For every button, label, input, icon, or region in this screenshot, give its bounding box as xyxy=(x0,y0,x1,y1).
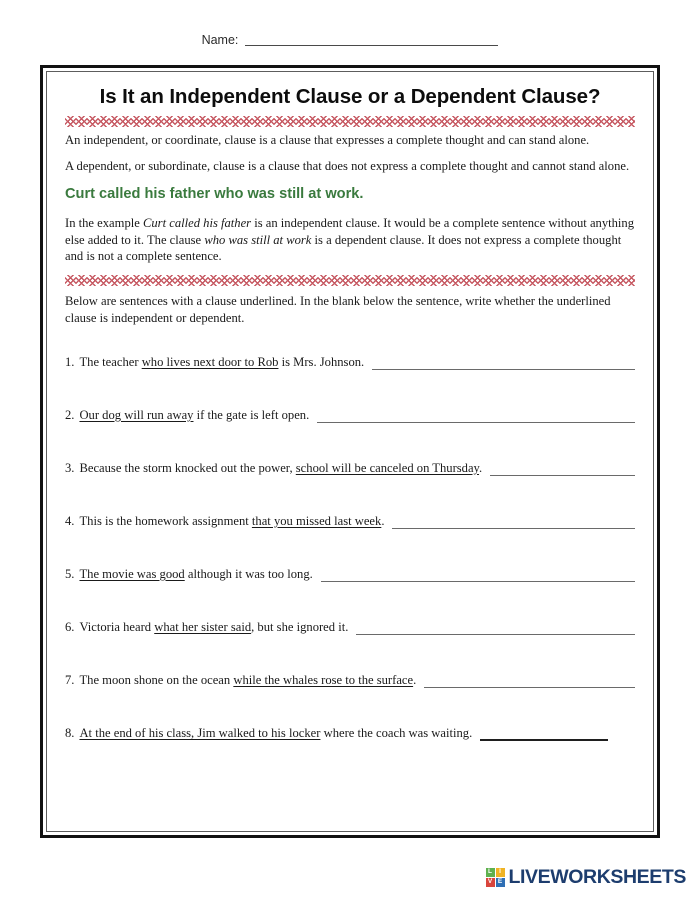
underlined-clause: who lives next door to Rob xyxy=(141,354,279,369)
question-item xyxy=(65,355,635,370)
clause-before: Victoria heard xyxy=(79,619,155,634)
explanation-part-1: In the example xyxy=(65,216,143,231)
clause-before: Because the storm knocked out the power, xyxy=(79,460,296,475)
question-item xyxy=(65,514,635,529)
answer-blank[interactable] xyxy=(392,518,635,529)
answer-blank[interactable] xyxy=(356,624,635,635)
logo-cell-l: L xyxy=(486,868,495,877)
explanation-part-3: is a dependent clause. It does not express a complete thought and is not a complete sentence. xyxy=(65,232,622,264)
example-sentence: Curt called his father who was still at work. xyxy=(65,185,364,202)
question-text xyxy=(79,567,312,582)
underlined-clause: school will be canceled on Thursday xyxy=(295,460,480,475)
clause-after: . xyxy=(381,513,385,528)
logo-cell-e: E xyxy=(496,878,505,887)
liveworksheets-wordmark: LIVEWORKSHEETS xyxy=(508,865,686,888)
question-item xyxy=(65,673,635,688)
question-item xyxy=(65,408,635,423)
dependent-clause-definition: A dependent, or subordinate, clause is a clause that does not express a complete thought and cannot stand alone. xyxy=(65,159,630,174)
liveworksheets-logo xyxy=(486,865,687,888)
independent-clause-definition: An independent, or coordinate, clause is a clause that expresses a complete thought and can stand alone. xyxy=(65,132,590,147)
liveworksheets-grid-icon xyxy=(486,868,505,887)
question-number: 6. xyxy=(65,619,75,634)
decorative-divider-top xyxy=(65,116,635,127)
question-number: 3. xyxy=(65,460,75,475)
decorative-divider-bottom xyxy=(65,275,635,286)
question-text xyxy=(79,673,416,688)
question-text xyxy=(79,514,384,529)
question-number: 4. xyxy=(65,513,75,528)
name-row xyxy=(0,33,700,46)
question-list xyxy=(65,355,635,741)
question-number: 8. xyxy=(65,725,75,740)
answer-blank[interactable] xyxy=(372,359,635,370)
underlined-clause: Our dog will run away xyxy=(79,407,194,422)
underlined-clause: that you missed last week xyxy=(251,513,382,528)
clause-after: . xyxy=(413,672,417,687)
question-number: 2. xyxy=(65,407,75,422)
question-number: 7. xyxy=(65,672,75,687)
instructions-text: Below are sentences with a clause underlined. In the blank below the sentence, write whether the underlined clause is independent or dependent. xyxy=(65,294,611,325)
answer-blank[interactable] xyxy=(480,730,608,741)
answer-blank[interactable] xyxy=(490,465,635,476)
question-text xyxy=(79,620,348,635)
logo-cell-i: I xyxy=(496,868,505,877)
underlined-clause: The movie was good xyxy=(79,566,185,581)
question-item xyxy=(65,620,635,635)
answer-blank[interactable] xyxy=(317,412,635,423)
explanation-italic-2: who was still at work xyxy=(204,232,312,247)
explanation-italic-1: Curt called his father xyxy=(142,216,252,231)
question-item xyxy=(65,726,635,741)
clause-after: where the coach was waiting. xyxy=(320,725,473,740)
clause-after: is Mrs. Johnson. xyxy=(278,354,365,369)
question-number: 1. xyxy=(65,354,75,369)
clause-after: although it was too long. xyxy=(184,566,313,581)
clause-after: if the gate is left open. xyxy=(193,407,310,422)
worksheet-body xyxy=(46,71,654,832)
answer-blank[interactable] xyxy=(321,571,635,582)
question-text xyxy=(79,461,482,476)
logo-cell-v: V xyxy=(486,878,495,887)
worksheet-frame xyxy=(40,65,660,838)
question-text xyxy=(79,408,309,423)
question-number: 5. xyxy=(65,566,75,581)
question-item xyxy=(65,567,635,582)
clause-before: The teacher xyxy=(79,354,142,369)
example-explanation xyxy=(65,215,635,265)
answer-blank[interactable] xyxy=(424,677,635,688)
underlined-clause: At the end of his class, Jim walked to his locker xyxy=(79,725,321,740)
explanation-part-2: is an independent clause. It would be a complete sentence without anything else added to it. The clause xyxy=(65,216,635,247)
underlined-clause: while the whales rose to the surface xyxy=(233,672,414,687)
clause-after: . xyxy=(479,460,483,475)
clause-before: The moon shone on the ocean xyxy=(79,672,234,687)
question-text xyxy=(79,726,472,741)
page-title: Is It an Independent Clause or a Dependent Clause? xyxy=(99,85,601,108)
clause-before: This is the homework assignment xyxy=(79,513,252,528)
clause-after: , but she ignored it. xyxy=(251,619,349,634)
name-input-blank[interactable] xyxy=(245,33,498,46)
question-text xyxy=(79,355,364,370)
name-label: Name: xyxy=(201,32,239,47)
question-item xyxy=(65,461,635,476)
underlined-clause: what her sister said xyxy=(154,619,252,634)
